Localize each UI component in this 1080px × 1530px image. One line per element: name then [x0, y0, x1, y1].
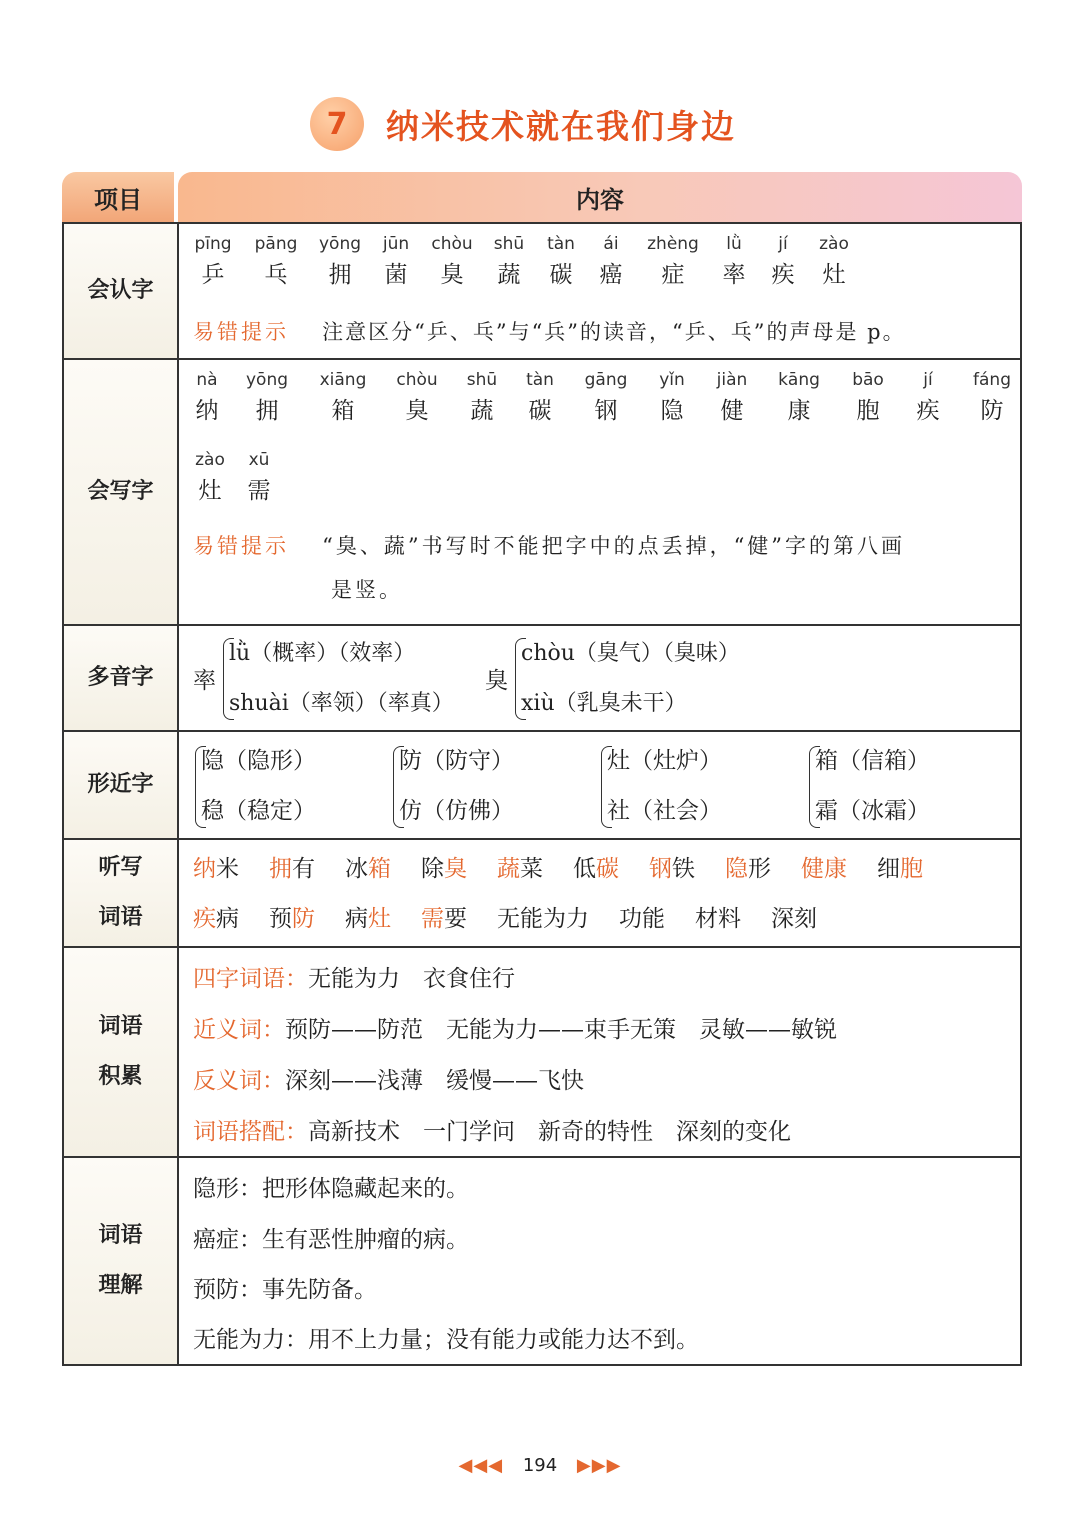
polyphonic-char: 臭 — [485, 668, 508, 694]
page-number: 194 — [522, 1455, 558, 1476]
dictation-word — [573, 856, 619, 882]
pinyin: xiāng — [319, 370, 367, 390]
accumulation-line — [193, 1062, 584, 1095]
dictation-word — [877, 856, 923, 882]
hanzi: 臭 — [405, 398, 429, 424]
char-with-pinyin — [964, 370, 1020, 425]
word-part: 形 — [748, 856, 771, 882]
dictation-word — [269, 856, 315, 882]
pinyin: yǐn — [659, 370, 685, 390]
pinyin: shū — [493, 234, 525, 254]
dictation-word — [345, 906, 391, 932]
row-label: 会写字 — [64, 360, 179, 624]
hanzi: 碳 — [549, 262, 573, 288]
pinyin: pāng — [254, 234, 298, 254]
new-char: 纳 — [193, 856, 216, 882]
polyphonic-reading: shuài（率领）（率真） — [229, 691, 454, 716]
word-accumulation-content — [179, 948, 1020, 1156]
recognize-chars-content — [179, 224, 1020, 358]
row-label-line: 理解 — [98, 1273, 143, 1298]
new-char: 蔬 — [497, 856, 520, 882]
similar-char: 稳（稳定） — [201, 798, 316, 824]
hanzi: 臭 — [440, 262, 464, 288]
pinyin: lǜ — [726, 234, 742, 254]
pinyin: bāo — [852, 370, 884, 390]
next-arrows-icon: ▶▶▶ — [576, 1455, 622, 1476]
pinyin: jí — [923, 370, 933, 390]
tip-text: 注意区分“乒、乓”与“兵”的读音，“乒、乓”的声母是 p。 — [322, 320, 906, 344]
hanzi: 隐 — [660, 398, 684, 424]
accumulation-text: 无能为力 衣食住行 — [308, 966, 515, 992]
pinyin: zào — [819, 234, 849, 254]
dictation-word — [649, 856, 695, 882]
char-with-pinyin — [231, 450, 287, 505]
char-with-pinyin — [248, 234, 304, 289]
hanzi: 灶 — [198, 478, 222, 504]
word-understanding-content — [179, 1158, 1020, 1364]
char-with-pinyin — [704, 370, 760, 425]
pinyin: chòu — [396, 370, 438, 390]
word-part: 米 — [216, 856, 239, 882]
row-write-chars — [64, 358, 1020, 624]
row-recognize-chars — [64, 222, 1020, 358]
hanzi: 康 — [787, 398, 811, 424]
pinyin: tàn — [526, 370, 554, 390]
tip-text-cont: 是竖。 — [331, 578, 403, 602]
dictation-word — [345, 856, 391, 882]
char-with-pinyin — [368, 234, 424, 289]
char-with-pinyin — [182, 450, 238, 505]
dictation-word — [193, 906, 239, 932]
pinyin: jí — [778, 234, 788, 254]
word-part: 冰 — [345, 856, 368, 882]
char-with-pinyin — [239, 370, 295, 425]
new-char: 钢 — [649, 856, 672, 882]
hanzi: 箱 — [331, 398, 355, 424]
row-word-accumulation — [64, 946, 1020, 1156]
word-part: 要 — [444, 906, 467, 932]
definition-line: 预防：事先防备。 — [193, 1277, 377, 1303]
hanzi: 防 — [980, 398, 1004, 424]
hanzi: 率 — [722, 262, 746, 288]
new-char: 碳 — [596, 856, 619, 882]
char-with-pinyin — [312, 234, 368, 289]
pinyin: xū — [248, 450, 270, 470]
dictation-word — [421, 906, 467, 932]
hanzi: 症 — [661, 262, 685, 288]
char-with-pinyin — [840, 370, 896, 425]
table-header — [62, 172, 1022, 222]
new-char: 疾 — [193, 906, 216, 932]
pinyin: fáng — [973, 370, 1011, 390]
similar-char: 仿（仿佛） — [399, 798, 514, 824]
dictation-word — [619, 906, 665, 932]
definition-line: 癌症：生有恶性肿瘤的病。 — [193, 1227, 469, 1253]
accumulation-text: 深刻——浅薄 缓慢——飞快 — [285, 1068, 584, 1094]
similar-char: 社（社会） — [607, 798, 722, 824]
dictation-word — [497, 906, 589, 932]
hanzi: 乓 — [264, 262, 288, 288]
new-char: 隐 — [725, 856, 748, 882]
pinyin: yōng — [318, 234, 362, 254]
accumulation-label: 词语搭配： — [193, 1119, 308, 1145]
char-with-pinyin — [481, 234, 537, 289]
char-with-pinyin — [315, 370, 371, 425]
row-polyphonic — [64, 624, 1020, 730]
pinyin: ái — [603, 234, 619, 254]
hanzi: 癌 — [599, 262, 623, 288]
char-with-pinyin — [424, 234, 480, 289]
hanzi: 乒 — [201, 262, 225, 288]
pinyin: kāng — [778, 370, 820, 390]
char-with-pinyin — [179, 370, 235, 425]
hanzi: 需 — [247, 478, 271, 504]
word-part: 细 — [877, 856, 900, 882]
pinyin: chòu — [431, 234, 473, 254]
new-char: 箱 — [368, 856, 391, 882]
hanzi: 菌 — [384, 262, 408, 288]
new-char: 拥 — [269, 856, 292, 882]
new-char: 胞 — [900, 856, 923, 882]
char-with-pinyin — [644, 370, 700, 425]
polyphonic-char: 率 — [193, 668, 216, 694]
dictation-word — [497, 856, 543, 882]
row-label-line: 词语 — [98, 905, 143, 930]
pinyin: nà — [196, 370, 218, 390]
hanzi: 疾 — [771, 262, 795, 288]
word-part: 除 — [421, 856, 444, 882]
similar-char: 箱（信箱） — [815, 748, 930, 774]
row-label: 会认字 — [64, 224, 179, 358]
dictation-word — [695, 906, 741, 932]
header-item: 项目 — [62, 172, 174, 222]
word-part: 铁 — [672, 856, 695, 882]
tip-label: 易错提示 — [193, 320, 289, 344]
word-part: 预 — [269, 906, 292, 932]
dictation-word — [193, 856, 239, 882]
accumulation-text: 高新技术 一门学问 新奇的特性 深刻的变化 — [308, 1119, 791, 1145]
char-with-pinyin — [706, 234, 762, 289]
word-part: 功能 — [619, 906, 665, 932]
dictation-word — [269, 906, 315, 932]
char-with-pinyin — [755, 234, 811, 289]
new-char: 健康 — [801, 856, 847, 882]
hanzi: 胞 — [856, 398, 880, 424]
char-with-pinyin — [512, 370, 568, 425]
accumulation-label: 四字词语： — [193, 966, 308, 992]
char-with-pinyin — [533, 234, 589, 289]
word-part: 深刻 — [771, 906, 817, 932]
char-with-pinyin — [583, 234, 639, 289]
dictation-line — [193, 900, 847, 933]
polyphonic-reading: lǜ（概率）（效率） — [229, 641, 416, 666]
hanzi: 纳 — [195, 398, 219, 424]
pinyin: zào — [195, 450, 225, 470]
row-word-understanding — [64, 1156, 1020, 1364]
pinyin: gāng — [584, 370, 628, 390]
write-chars-content — [179, 360, 1020, 624]
tip-label: 易错提示 — [193, 534, 289, 558]
accumulation-text: 预防——防范 无能为力——束手无策 灵敏——敏锐 — [285, 1017, 837, 1043]
hanzi: 拥 — [255, 398, 279, 424]
header-content: 内容 — [178, 172, 1022, 222]
similar-chars-content — [179, 732, 1020, 838]
dictation-word — [421, 856, 467, 882]
hanzi: 灶 — [822, 262, 846, 288]
prev-arrows-icon: ◀◀◀ — [458, 1455, 504, 1476]
word-part: 无能为力 — [497, 906, 589, 932]
row-label: 多音字 — [64, 626, 179, 730]
tip-text: “臭、蔬”书写时不能把字中的点丢掉，“健”字的第八画 — [322, 534, 906, 558]
hanzi: 疾 — [916, 398, 940, 424]
row-similar-chars — [64, 730, 1020, 838]
row-label-line: 积累 — [98, 1064, 143, 1089]
row-label — [64, 840, 179, 946]
accumulation-line — [193, 1011, 837, 1044]
row-label-line: 听写 — [98, 855, 143, 880]
lesson-title — [310, 96, 736, 152]
accumulation-label: 反义词： — [193, 1068, 285, 1094]
polyphonic-reading: xiù（乳臭未干） — [521, 691, 687, 716]
definition-line: 无能为力：用不上力量；没有能力或能力达不到。 — [193, 1327, 699, 1353]
pinyin: shū — [466, 370, 498, 390]
new-char: 臭 — [444, 856, 467, 882]
word-part: 材料 — [695, 906, 741, 932]
lesson-number-badge: 7 — [310, 97, 364, 151]
char-with-pinyin — [806, 234, 862, 289]
page-footer — [0, 1455, 1080, 1476]
polyphonic-content — [179, 626, 1020, 730]
lesson-title-text: 纳米技术就在我们身边 — [386, 106, 736, 146]
row-label — [64, 1158, 179, 1364]
dictation-content — [179, 840, 1020, 946]
pinyin: jūn — [382, 234, 410, 254]
hanzi: 拥 — [328, 262, 352, 288]
similar-char: 防（防守） — [399, 748, 514, 774]
hanzi: 蔬 — [497, 262, 521, 288]
dictation-word — [771, 906, 817, 932]
word-part: 有 — [292, 856, 315, 882]
polyphonic-reading: chòu（臭气）（臭味） — [521, 641, 740, 666]
definition-line: 隐形：把形体隐藏起来的。 — [193, 1176, 469, 1202]
dictation-word — [725, 856, 771, 882]
row-label: 形近字 — [64, 732, 179, 838]
similar-char: 霜（冰霜） — [815, 798, 930, 824]
word-part: 病 — [216, 906, 239, 932]
char-with-pinyin — [900, 370, 956, 425]
similar-char: 隐（隐形） — [201, 748, 316, 774]
char-with-pinyin — [185, 234, 241, 289]
row-label-line: 词语 — [98, 1223, 143, 1248]
accumulation-line — [193, 960, 515, 993]
similar-char: 灶（灶炉） — [607, 748, 722, 774]
dictation-word — [801, 856, 847, 882]
pinyin: jiàn — [716, 370, 748, 390]
char-with-pinyin — [454, 370, 510, 425]
pinyin: yōng — [245, 370, 289, 390]
char-with-pinyin — [578, 370, 634, 425]
new-char: 防 — [292, 906, 315, 932]
char-with-pinyin — [389, 370, 445, 425]
char-with-pinyin — [771, 370, 827, 425]
hanzi: 蔬 — [470, 398, 494, 424]
dictation-line — [193, 850, 953, 883]
pinyin: tàn — [547, 234, 575, 254]
hanzi: 健 — [720, 398, 744, 424]
new-char: 灶 — [368, 906, 391, 932]
hanzi: 钢 — [594, 398, 618, 424]
row-dictation — [64, 838, 1020, 946]
pinyin: zhèng — [647, 234, 699, 254]
pinyin: pīng — [194, 234, 232, 254]
char-with-pinyin — [645, 234, 701, 289]
hanzi: 碳 — [528, 398, 552, 424]
accumulation-line — [193, 1113, 791, 1146]
word-part: 低 — [573, 856, 596, 882]
row-label-line: 词语 — [98, 1014, 143, 1039]
new-char: 需 — [421, 906, 444, 932]
word-part: 菜 — [520, 856, 543, 882]
row-label — [64, 948, 179, 1156]
accumulation-label: 近义词： — [193, 1017, 285, 1043]
summary-table — [62, 172, 1022, 1366]
word-part: 病 — [345, 906, 368, 932]
